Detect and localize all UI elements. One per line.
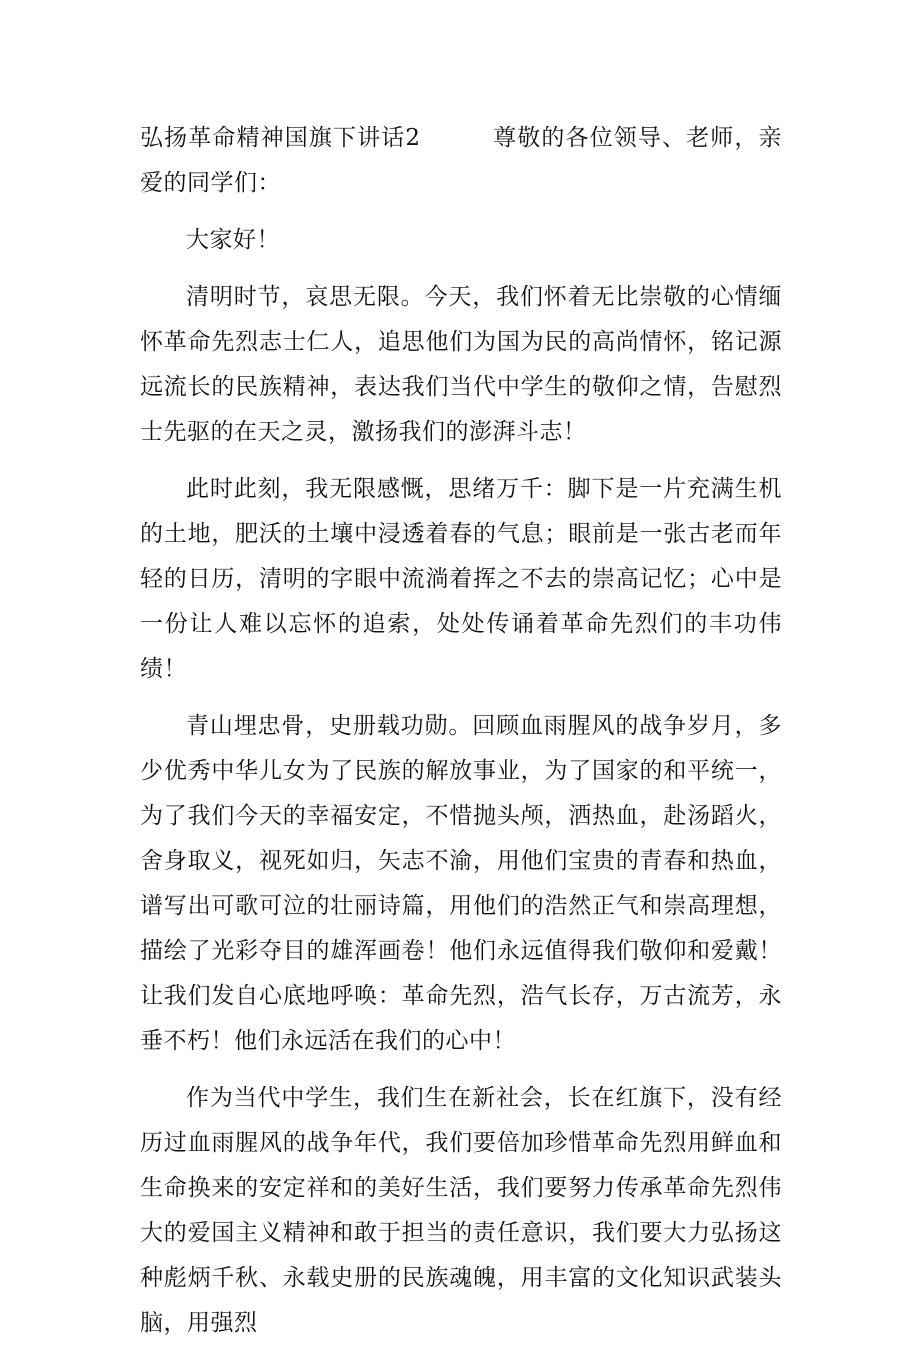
greeting: 大家好！ — [186, 227, 280, 253]
salutation: 尊敬的各位领导、老师，亲爱的同学们： — [140, 125, 783, 196]
paragraph-1: 清明时节，哀思无限。今天，我们怀着无比崇敬的心情缅怀革命先烈志士仁人，追思他们为国为民的高尚情怀，铭记源远流长的民族精神，表达我们当代中学生的敬仰之情，告慰烈士先驱的在天之灵，激扬我们的澎湃斗志！ — [140, 284, 782, 445]
paragraph-2: 此时此刻，我无限感慨，思绪万千：脚下是一片充满生机的土地，肥沃的土壤中浸透着春的气息；眼前是一张古老而年轻的日历，清明的字眼中流淌着挥之不去的崇高记忆；心中是一份让人难以忘怀的追索，处处传诵着革命先烈们的丰功伟绩！ — [140, 476, 782, 682]
title-and-salutation — [140, 116, 782, 206]
paragraph-3: 青山埋忠骨，史册载功勋。回顾血雨腥风的战争岁月，多少优秀中华儿女为了民族的解放事业，为了国家的和平统一，为了我们今天的幸福安定，不惜抛头颅，洒热血，赴汤蹈火，舍身取义，视死如归，矢志不渝，用他们宝贵的青春和热血，谱写出可歌可泣的壮丽诗篇，用他们的浩然正气和崇高理想，描绘了光彩夺目的雄浑画卷！他们永远值得我们敬仰和爱戴！让我们发自心底地呼唤：革命先烈，浩气长存，万古流芳，永垂不朽！他们永远活在我们的心中！ — [140, 713, 782, 1054]
document-title: 弘扬革命精神国旗下讲话2 — [140, 125, 421, 151]
speech-body — [140, 116, 782, 1358]
paragraph-4: 作为当代中学生，我们生在新社会，长在红旗下，没有经历过血雨腥风的战争年代，我们要倍加珍惜革命先烈用鲜血和生命换来的安定祥和的美好生活，我们要努力传承革命先烈伟大的爱国主义精神和敢于担当的责任意识，我们要大力弘扬这种彪炳千秋、永载史册的民族魂魄，用丰富的文化知识武装头脑，用强烈 — [140, 1085, 782, 1336]
